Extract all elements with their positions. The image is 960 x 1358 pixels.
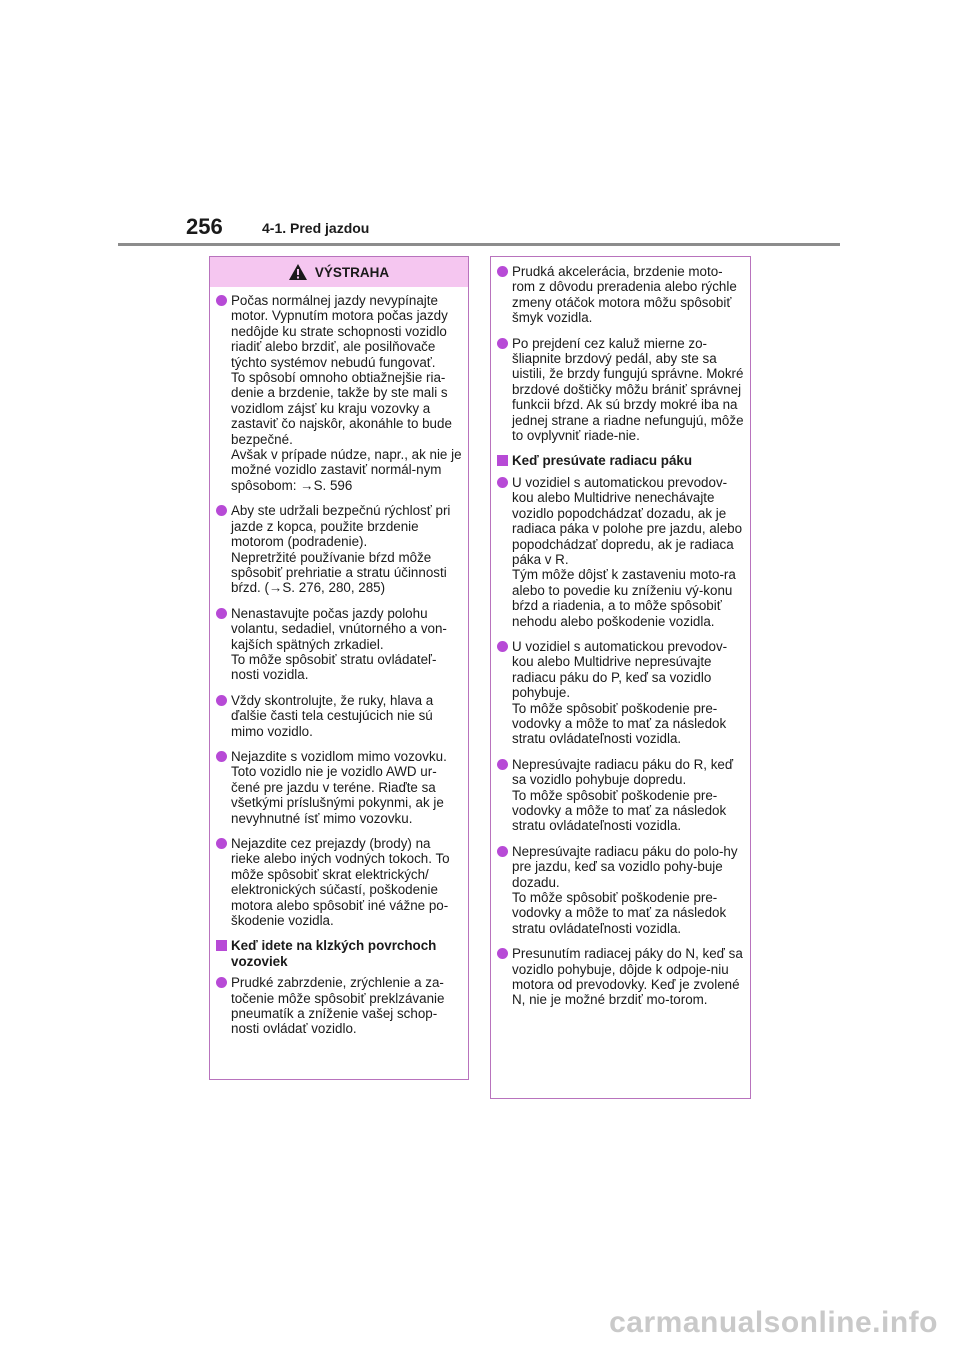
round-bullet-icon [216, 505, 227, 516]
square-bullet-icon [216, 940, 227, 951]
item-text: Nepresúvajte radiacu páku do R, keď sa vozidlo pohybuje dopredu. To môže spôsobiť poškodenie pre-vodovky a môže to mať za následok stratu ovládateľnosti vozidla. [512, 756, 734, 834]
page-number: 256 [186, 214, 223, 239]
item-text: Po prejdení cez kaluž mierne zo-šliapnite brzdový pedál, aby ste sa uistili, že brzdy fungujú správne. Mokré brzdové doštičky môžu brániť správnej funkcii bŕzd. Ak sú brzdy mokré iba na jednej strane a riadne nefungujú, môže to ovplyvniť riade-nie. [512, 335, 744, 444]
round-bullet-icon [216, 695, 227, 706]
item-text: U vozidiel s automatickou prevodov-kou alebo Multidrive nepresúvajte radiacu páku do P, keď sa vozidlo pohybuje. To môže spôsobiť poškodenie pre-vodovky a môže to mať za následok stratu ovládateľnosti vozidla. [512, 638, 728, 747]
watermark: carmanualsonline.info [609, 1306, 938, 1339]
round-bullet-icon [497, 948, 508, 959]
warning-content-left [210, 287, 468, 1037]
item-text: Počas normálnej jazdy nevypínajte motor. Vypnutím motora počas jazdy nedôjde ku strate schopnosti vozidlo riadiť alebo brzdiť, ale posilňovače týchto systémov nebudú fungovať. To spôsobí omnoho obtiažnejšie ria-denie a brzdenie, takže by ste mali s vozidlom zájsť ku kraju vozovky a zastaviť čo najskôr, akonáhle to bude bezpečné. Avšak v prípade núdze, napr., ak nie je možné vozidlo zastaviť normál-nym spôsobom: →S. 596 [231, 293, 462, 493]
bullet-item [216, 749, 462, 826]
round-bullet-icon [497, 641, 508, 652]
bullet-item [497, 757, 744, 834]
header-rule [118, 243, 840, 246]
subheading [497, 453, 744, 468]
bullet-item [216, 836, 462, 928]
round-bullet-icon [216, 295, 227, 306]
bullet-item [216, 975, 462, 1037]
item-text: Prudká akcelerácia, brzdenie moto-rom z dôvodu preradenia alebo rýchle zmeny otáčok motora môžu spôsobiť šmyk vozidla. [512, 264, 737, 326]
warning-content-right [491, 257, 750, 1008]
item-text: Vždy skontrolujte, že ruky, hlava a ďalšie časti tela cestujúcich nie sú mimo vozidlo. [231, 692, 434, 739]
item-text: Nepresúvajte radiacu páku do polo-hy pre jazdu, keď sa vozidlo pohy-buje dozadu. To môže spôsobiť poškodenie pre-vodovky a môže to mať za následok stratu ovládateľnosti vozidla. [512, 843, 738, 936]
bullet-item [497, 639, 744, 747]
round-bullet-icon [497, 338, 508, 349]
round-bullet-icon [216, 838, 227, 849]
section-title: 4-1. Pred jazdou [262, 220, 370, 236]
bullet-item [497, 264, 744, 326]
round-bullet-icon [497, 266, 508, 277]
warning-box-right [490, 256, 751, 1099]
round-bullet-icon [497, 477, 508, 488]
bullet-item [216, 293, 462, 493]
item-text: Nejazdite cez prejazdy (brody) na rieke alebo iných vodných tokoch. To môže spôsobiť skrat elektrických/ elektronických súčastí, poškodenie motora alebo spôsobiť iné vážne po-škodenie vozidla. [231, 836, 450, 929]
subheading [216, 938, 462, 969]
bullet-item [216, 606, 462, 683]
bullet-item [497, 844, 744, 936]
round-bullet-icon [216, 608, 227, 619]
item-text: Keď presúvate radiacu páku [512, 453, 693, 469]
bullet-item [497, 475, 744, 629]
warning-header [210, 257, 468, 287]
item-text: U vozidiel s automatickou prevodov-kou alebo Multidrive nenechávajte vozidlo popodchádzať dozadu, ak je radiaca páka v polohe pre jazdu, alebo popodchádzať dopredu, ak je radiaca páka v R. Tým môže dôjsť k zastaveniu moto-ra alebo to povedie ku zníženiu vý-konu bŕzd a riadenia, a to môže spôsobiť nehodu alebo poškodenie vozidla. [512, 474, 743, 629]
warning-title: VÝSTRAHA [314, 264, 390, 280]
item-text: Nenastavujte počas jazdy polohu volantu, sedadiel, vnútorného a von-kajších spätných zrkadiel. To môže spôsobiť stratu ovládateľ-nosti vozidla. [231, 605, 447, 683]
warning-triangle-icon [289, 264, 307, 280]
item-text: Keď idete na klzkých povrchoch vozoviek [231, 938, 437, 969]
warning-box-left [209, 256, 469, 1080]
bullet-item [216, 503, 462, 595]
round-bullet-icon [497, 846, 508, 857]
item-text: Nejazdite s vozidlom mimo vozovku. Toto vozidlo nie je vozidlo AWD ur-čené pre jazdu v teréne. Riaďte sa všetkými príslušnými pokynmi, ak je nevyhnutné ísť mimo vozovku. [231, 748, 447, 826]
item-text: Prudké zabrzdenie, zrýchlenie a za-točenie môže spôsobiť preklzávanie pneumatík a zníženie vašej schop-nosti ovládať vozidlo. [231, 975, 445, 1037]
bullet-item [497, 946, 744, 1008]
square-bullet-icon [497, 455, 508, 466]
item-text: Presunutím radiacej páky do N, keď sa vozidlo pohybuje, dôjde k odpoje-niu motora od prevodovky. Keď je zvolené N, nie je možné brzdiť mo-torom. [512, 946, 743, 1008]
bullet-item [216, 693, 462, 739]
item-text: Aby ste udržali bezpečnú rýchlosť pri jazde z kopca, použite brzdenie motorom (podradenie). Nepretržité používanie bŕzd môže spôsobiť prehriatie a stratu účinnosti bŕzd. (→S. 276, 280, 285) [231, 503, 451, 596]
bullet-item [497, 336, 744, 444]
round-bullet-icon [216, 977, 227, 988]
round-bullet-icon [216, 751, 227, 762]
round-bullet-icon [497, 759, 508, 770]
